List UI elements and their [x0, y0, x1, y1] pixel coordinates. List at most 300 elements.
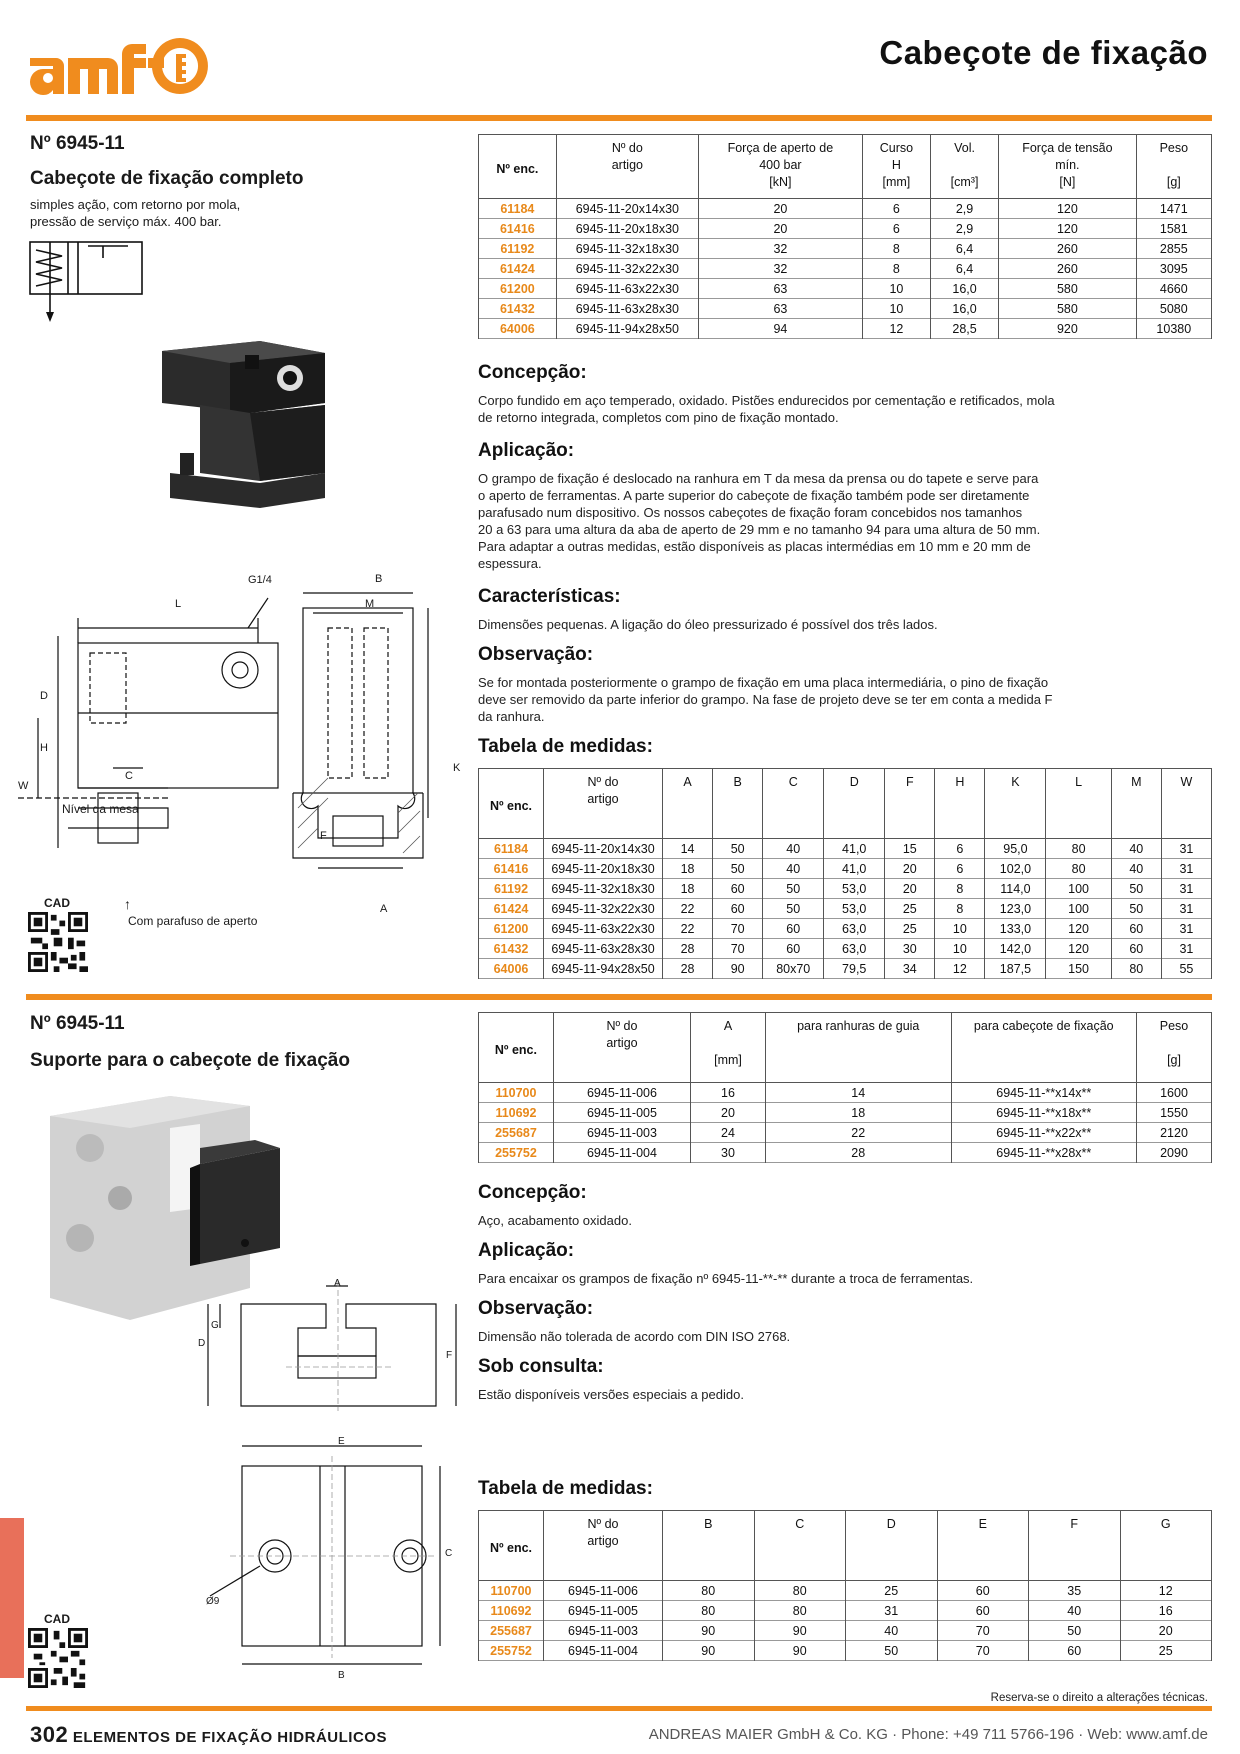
- medidas-heading-2: Tabela de medidas:: [478, 1478, 653, 1499]
- table-cell: 60: [763, 919, 824, 939]
- aplicacao-text-1b: o aperto de ferramentas. A parte superior do cabeçote de fixação também pode ser diretamente: [478, 488, 1030, 503]
- order-code-cell[interactable]: 110692: [479, 1103, 554, 1123]
- table-row: [479, 259, 1212, 279]
- label-k: K: [453, 762, 461, 774]
- table-cell: 20: [699, 219, 863, 239]
- table-cell: 32: [699, 239, 863, 259]
- table-cell: 580: [999, 299, 1137, 319]
- concepcao-text-1a: Corpo fundido em aço temperado, oxidado. Pistões endurecidos por cementação e retificados, mola: [478, 393, 1055, 408]
- order-code-cell[interactable]: 61424: [479, 259, 557, 279]
- table-cell: 40: [1111, 859, 1161, 879]
- table-row: [479, 1103, 1212, 1123]
- section2-title: Suporte para o cabeçote de fixação: [30, 1050, 350, 1071]
- table-cell: 80: [663, 1581, 755, 1601]
- table-cell: 30: [691, 1143, 766, 1163]
- table-cell: 31: [1161, 919, 1211, 939]
- th2-w: W: [1161, 769, 1211, 839]
- table-cell: 16,0: [930, 299, 998, 319]
- table-cell: 100: [1046, 899, 1111, 919]
- table-cell: 53,0: [824, 899, 885, 919]
- table-cell: 3095: [1136, 259, 1211, 279]
- table-cell: 60: [1111, 939, 1161, 959]
- table-row: [479, 239, 1212, 259]
- order-code-cell[interactable]: 61416: [479, 859, 544, 879]
- hydraulic-symbol: [28, 238, 148, 326]
- th4-artigo: Nº do artigo: [544, 1511, 663, 1581]
- label-s2-a: A: [334, 1278, 341, 1289]
- table-cell: 31: [846, 1601, 938, 1621]
- table-cell: 94: [699, 319, 863, 339]
- table-cell: 80: [754, 1581, 846, 1601]
- order-code-cell[interactable]: 64006: [479, 959, 544, 979]
- observacao-heading-2: Observação:: [478, 1298, 594, 1319]
- th4-enc: Nº enc.: [479, 1511, 544, 1581]
- table-cell: 28,5: [930, 319, 998, 339]
- table-cell: 63: [699, 279, 863, 299]
- order-code-cell[interactable]: 61184: [479, 199, 557, 219]
- order-code-cell[interactable]: 61424: [479, 899, 544, 919]
- th4-g: G: [1120, 1511, 1212, 1581]
- table-cell: 30: [885, 939, 935, 959]
- support-front-drawing: [176, 1266, 476, 1416]
- table-cell: 2855: [1136, 239, 1211, 259]
- section2-product-table: [478, 1012, 1212, 1163]
- table-row: [479, 959, 1212, 979]
- order-code-cell[interactable]: 61432: [479, 939, 544, 959]
- table-cell: 16: [691, 1083, 766, 1103]
- table-cell: 90: [713, 959, 763, 979]
- order-code-cell[interactable]: 110700: [479, 1581, 544, 1601]
- table-cell: 80: [754, 1601, 846, 1621]
- chapter-tab: [0, 1518, 24, 1678]
- th3-peso: Peso [g]: [1137, 1013, 1212, 1083]
- table-cell: 6945-11-006: [544, 1581, 663, 1601]
- observacao-text-1c: da ranhura.: [478, 709, 545, 724]
- aplicacao-heading-1: Aplicação:: [478, 440, 575, 461]
- table-cell: 40: [1111, 839, 1161, 859]
- table-cell: 60: [1111, 919, 1161, 939]
- page-title: Cabeçote de fixação: [879, 34, 1208, 71]
- table-cell: 95,0: [985, 839, 1046, 859]
- label-s2-e: E: [338, 1436, 345, 1447]
- table-cell: 63: [699, 299, 863, 319]
- th2-enc: Nº enc.: [479, 769, 544, 839]
- th-vol: Vol. [cm³]: [930, 135, 998, 199]
- th-peso: Peso [g]: [1136, 135, 1211, 199]
- concepcao-heading-1: Concepção:: [478, 362, 587, 383]
- table-cell: 920: [999, 319, 1137, 339]
- cad-label-2: CAD: [44, 1612, 70, 1626]
- table-cell: 6945-11-**x28x**: [951, 1143, 1137, 1163]
- order-code-cell[interactable]: 61432: [479, 299, 557, 319]
- th4-b: B: [663, 1511, 755, 1581]
- arrow-up-icon: ↑: [124, 896, 131, 912]
- observacao-text-2: Dimensão não tolerada de acordo com DIN ISO 2768.: [478, 1329, 791, 1344]
- table-cell: 60: [937, 1581, 1029, 1601]
- aplicacao-heading-2: Aplicação:: [478, 1240, 575, 1261]
- label-f: F: [320, 830, 327, 842]
- table-cell: 6945-11-003: [544, 1621, 663, 1641]
- table-cell: 187,5: [985, 959, 1046, 979]
- th4-f: F: [1029, 1511, 1121, 1581]
- order-code-cell[interactable]: 61192: [479, 239, 557, 259]
- consulta-text: Estão disponíveis versões especiais a pedido.: [478, 1387, 744, 1402]
- th3-a: A [mm]: [691, 1013, 766, 1083]
- footer-left: [30, 1722, 387, 1748]
- table-cell: 15: [885, 839, 935, 859]
- table-cell: 24: [691, 1123, 766, 1143]
- table-cell: 6,4: [930, 239, 998, 259]
- th2-d: D: [824, 769, 885, 839]
- th3-ranhuras: para ranhuras de guia: [765, 1013, 951, 1083]
- table-cell: 12: [935, 959, 985, 979]
- table-cell: 63,0: [824, 939, 885, 959]
- table-row: [479, 1581, 1212, 1601]
- order-code-cell[interactable]: 61192: [479, 879, 544, 899]
- table-cell: 16,0: [930, 279, 998, 299]
- table-cell: 2090: [1137, 1143, 1212, 1163]
- table-cell: 70: [713, 939, 763, 959]
- label-h: H: [40, 742, 48, 754]
- label-s2-f: F: [446, 1350, 453, 1361]
- table-row: [479, 1143, 1212, 1163]
- th4-d: D: [846, 1511, 938, 1581]
- table-cell: 79,5: [824, 959, 885, 979]
- th2-k: K: [985, 769, 1046, 839]
- table-cell: 114,0: [985, 879, 1046, 899]
- table-row: [479, 1083, 1212, 1103]
- section1-number: Nº 6945-11: [30, 133, 125, 154]
- label-s2-b: B: [338, 1670, 345, 1681]
- caracteristicas-heading: Características:: [478, 586, 621, 607]
- table-cell: 16: [1120, 1601, 1212, 1621]
- table-cell: 20: [691, 1103, 766, 1123]
- table-cell: 150: [1046, 959, 1111, 979]
- table-cell: 22: [663, 919, 713, 939]
- table-cell: 80: [1046, 859, 1111, 879]
- table-cell: 31: [1161, 839, 1211, 859]
- clamping-head-drawing: [18, 568, 464, 886]
- label-c: C: [125, 770, 133, 782]
- th2-b: B: [713, 769, 763, 839]
- table-row: [479, 1123, 1212, 1143]
- aplicacao-text-1c: parafusado num dispositivo. Os nossos cabeçotes de fixação foram concebidos nos tamanhos: [478, 505, 1023, 520]
- table-cell: 6945-11-94x28x50: [544, 959, 663, 979]
- table-cell: 60: [763, 939, 824, 959]
- table-cell: 142,0: [985, 939, 1046, 959]
- table-cell: 60: [713, 879, 763, 899]
- table-cell: 41,0: [824, 859, 885, 879]
- order-code-cell[interactable]: 110692: [479, 1601, 544, 1621]
- table-cell: 90: [663, 1621, 755, 1641]
- support-top-drawing: [200, 1436, 460, 1670]
- table-cell: 6945-11-32x22x30: [544, 899, 663, 919]
- th3-cabecote: para cabeçote de fixação: [951, 1013, 1137, 1083]
- order-code-cell[interactable]: 61200: [479, 919, 544, 939]
- table-cell: 53,0: [824, 879, 885, 899]
- label-b: B: [375, 573, 383, 585]
- reserve-note: Reserva-se o direito a alterações técnicas.: [990, 1692, 1208, 1704]
- table-row: [479, 199, 1212, 219]
- label-m: M: [365, 598, 375, 610]
- footer-divider: [26, 1706, 1212, 1711]
- section-divider: [26, 994, 1212, 1000]
- table-cell: 6945-11-32x18x30: [556, 239, 698, 259]
- cad-label-1: CAD: [44, 896, 70, 910]
- label-s2-d: D: [198, 1338, 206, 1349]
- section1-product-table: [478, 134, 1212, 339]
- table-cell: 260: [999, 239, 1137, 259]
- table-cell: 6945-11-63x28x30: [544, 939, 663, 959]
- table-cell: 8: [862, 259, 930, 279]
- table-cell: 28: [765, 1143, 951, 1163]
- label-parafuso: Com parafuso de aperto: [128, 914, 258, 928]
- table-row: [479, 1621, 1212, 1641]
- table-row: [479, 319, 1212, 339]
- label-s2-phi9: Ø9: [206, 1596, 220, 1607]
- th4-c: C: [754, 1511, 846, 1581]
- table-row: [479, 1641, 1212, 1661]
- th3-artigo: Nº do artigo: [553, 1013, 690, 1083]
- table-cell: 6945-11-32x22x30: [556, 259, 698, 279]
- table-cell: 25: [885, 919, 935, 939]
- table-cell: 20: [885, 879, 935, 899]
- table-cell: 90: [754, 1641, 846, 1661]
- table-cell: 80: [1111, 959, 1161, 979]
- observacao-text-1a: Se for montada posteriormente o grampo de fixação em uma placa intermediária, o pino de fixação: [478, 675, 1049, 690]
- table-cell: 28: [663, 939, 713, 959]
- label-g14: G1/4: [248, 574, 272, 586]
- table-cell: 20: [699, 199, 863, 219]
- table-row: [479, 939, 1212, 959]
- table-cell: 6945-11-**x18x**: [951, 1103, 1137, 1123]
- table-cell: 50: [763, 899, 824, 919]
- table-row: [479, 899, 1212, 919]
- footer-company: ANDREAS MAIER GmbH & Co. KG · Phone: +49 711 5766-196 · Web: www.amf.de: [648, 1726, 1208, 1743]
- th2-artigo: Nº do artigo: [544, 769, 663, 839]
- table-cell: 6: [935, 859, 985, 879]
- table-row: [479, 839, 1212, 859]
- order-code-cell[interactable]: 255687: [479, 1123, 554, 1143]
- caracteristicas-text: Dimensões pequenas. A ligação do óleo pressurizado é possível dos três lados.: [478, 617, 938, 632]
- header-divider: [26, 115, 1212, 121]
- table-cell: 18: [663, 859, 713, 879]
- table-cell: 40: [846, 1621, 938, 1641]
- table-cell: 12: [1120, 1581, 1212, 1601]
- table-row: [479, 859, 1212, 879]
- table-cell: 40: [1029, 1601, 1121, 1621]
- table-cell: 55: [1161, 959, 1211, 979]
- table-cell: 6945-11-003: [553, 1123, 690, 1143]
- table-cell: 120: [999, 219, 1137, 239]
- page-number: 302: [30, 1722, 69, 1747]
- th2-f: F: [885, 769, 935, 839]
- order-code-cell[interactable]: 64006: [479, 319, 557, 339]
- table-cell: 50: [1029, 1621, 1121, 1641]
- th-enc: Nº enc.: [479, 135, 557, 199]
- clamping-head-photo: [150, 333, 340, 533]
- th-curso: Curso H [mm]: [862, 135, 930, 199]
- th2-l: L: [1046, 769, 1111, 839]
- table-cell: 31: [1161, 879, 1211, 899]
- table-cell: 70: [713, 919, 763, 939]
- table-cell: 6945-11-005: [544, 1601, 663, 1621]
- table-cell: 18: [663, 879, 713, 899]
- table-cell: 10: [862, 279, 930, 299]
- consulta-heading: Sob consulta:: [478, 1356, 604, 1377]
- table-cell: 60: [1029, 1641, 1121, 1661]
- table-cell: 12: [862, 319, 930, 339]
- table-cell: 6945-11-004: [553, 1143, 690, 1163]
- section1-subtitle-2: pressão de serviço máx. 400 bar.: [30, 214, 222, 229]
- label-nivel-mesa: Nível da mesa: [62, 802, 139, 816]
- table-cell: 20: [1120, 1621, 1212, 1641]
- concepcao-heading-2: Concepção:: [478, 1182, 587, 1203]
- table-cell: 6945-11-63x22x30: [544, 919, 663, 939]
- table-cell: 60: [937, 1601, 1029, 1621]
- table-cell: 25: [885, 899, 935, 919]
- table-cell: 6945-11-004: [544, 1641, 663, 1661]
- table-cell: 100: [1046, 879, 1111, 899]
- table-cell: 90: [754, 1621, 846, 1641]
- order-code-cell[interactable]: 255752: [479, 1641, 544, 1661]
- table-cell: 70: [937, 1621, 1029, 1641]
- label-s2-g: G: [211, 1320, 219, 1331]
- table-cell: 2,9: [930, 219, 998, 239]
- table-cell: 50: [1111, 899, 1161, 919]
- section1-title: Cabeçote de fixação completo: [30, 168, 304, 189]
- table-cell: 20: [885, 859, 935, 879]
- table-cell: 6: [935, 839, 985, 859]
- table-cell: 35: [1029, 1581, 1121, 1601]
- table-cell: 120: [999, 199, 1137, 219]
- observacao-text-1b: deve ser removido da parte inferior do grampo. Na fase de projeto deve se ter em conta a medida F: [478, 692, 1053, 707]
- th3-enc: Nº enc.: [479, 1013, 554, 1083]
- table-cell: 28: [663, 959, 713, 979]
- table-cell: 14: [663, 839, 713, 859]
- section2-number: Nº 6945-11: [30, 1013, 125, 1034]
- aplicacao-text-1e: Para adaptar a outras medidas, estão disponíveis as placas intermédias em 10 mm e 20 mm de: [478, 539, 1031, 554]
- table-cell: 10380: [1136, 319, 1211, 339]
- table-cell: 10: [935, 939, 985, 959]
- table-cell: 32: [699, 259, 863, 279]
- table-cell: 50: [1111, 879, 1161, 899]
- table-cell: 6: [862, 199, 930, 219]
- order-code-cell[interactable]: 61200: [479, 279, 557, 299]
- medidas-heading-1: Tabela de medidas:: [478, 736, 653, 757]
- table-cell: 102,0: [985, 859, 1046, 879]
- th2-c: C: [763, 769, 824, 839]
- order-code-cell[interactable]: 255687: [479, 1621, 544, 1641]
- table-cell: 2,9: [930, 199, 998, 219]
- table-cell: 120: [1046, 939, 1111, 959]
- label-a: A: [380, 903, 388, 915]
- table-cell: 34: [885, 959, 935, 979]
- table-row: [479, 279, 1212, 299]
- section-name: ELEMENTOS DE FIXAÇÃO HIDRÁULICOS: [72, 1729, 387, 1746]
- table-cell: 50: [713, 859, 763, 879]
- aplicacao-text-1a: O grampo de fixação é deslocado na ranhura em T da mesa da prensa ou do tapete e serve para: [478, 471, 1039, 486]
- table-row: [479, 1601, 1212, 1621]
- table-row: [479, 879, 1212, 899]
- order-code-cell[interactable]: 255752: [479, 1143, 554, 1163]
- table-cell: 10: [862, 299, 930, 319]
- observacao-heading-1: Observação:: [478, 644, 594, 665]
- label-w: W: [18, 780, 29, 792]
- table-cell: 50: [713, 839, 763, 859]
- table-cell: 10: [935, 919, 985, 939]
- table-cell: 80x70: [763, 959, 824, 979]
- table-cell: 63,0: [824, 919, 885, 939]
- table-cell: 25: [1120, 1641, 1212, 1661]
- table-cell: 6945-11-**x14x**: [951, 1083, 1137, 1103]
- table-cell: 133,0: [985, 919, 1046, 939]
- label-d: D: [40, 690, 48, 702]
- table-cell: 31: [1161, 939, 1211, 959]
- table-cell: 6945-11-006: [553, 1083, 690, 1103]
- th2-a: A: [663, 769, 713, 839]
- table-cell: 123,0: [985, 899, 1046, 919]
- amf-logo: [28, 36, 218, 96]
- concepcao-text-1b: de retorno integrada, completos com pino de fixação montado.: [478, 410, 839, 425]
- th2-m: M: [1111, 769, 1161, 839]
- table-cell: 6945-11-32x18x30: [544, 879, 663, 899]
- aplicacao-text-2: Para encaixar os grampos de fixação nº 6945-11-**-** durante a troca de ferramentas.: [478, 1271, 974, 1286]
- table-cell: 6945-11-20x18x30: [556, 219, 698, 239]
- table-cell: 50: [763, 879, 824, 899]
- label-s2-c: C: [445, 1548, 453, 1559]
- table-cell: 50: [846, 1641, 938, 1661]
- th-forca: Força de aperto de 400 bar [kN]: [699, 135, 863, 199]
- table-cell: 4660: [1136, 279, 1211, 299]
- table-cell: 25: [846, 1581, 938, 1601]
- table-cell: 6,4: [930, 259, 998, 279]
- cad-qr-code-icon[interactable]: [28, 912, 88, 972]
- table-cell: 41,0: [824, 839, 885, 859]
- order-code-cell[interactable]: 61416: [479, 219, 557, 239]
- table-cell: 8: [935, 899, 985, 919]
- table-cell: 6945-11-20x14x30: [556, 199, 698, 219]
- table-cell: 2120: [1137, 1123, 1212, 1143]
- th-artigo: Nº do artigo: [556, 135, 698, 199]
- table-cell: 40: [763, 859, 824, 879]
- table-cell: 5080: [1136, 299, 1211, 319]
- table-cell: 6945-11-20x18x30: [544, 859, 663, 879]
- order-code-cell[interactable]: 110700: [479, 1083, 554, 1103]
- table-cell: 6945-11-**x22x**: [951, 1123, 1137, 1143]
- table-cell: 60: [713, 899, 763, 919]
- label-l: L: [175, 598, 182, 610]
- table-cell: 40: [763, 839, 824, 859]
- table-cell: 1471: [1136, 199, 1211, 219]
- th4-e: E: [937, 1511, 1029, 1581]
- table-cell: 6945-11-20x14x30: [544, 839, 663, 859]
- th2-h: H: [935, 769, 985, 839]
- table-cell: 80: [1046, 839, 1111, 859]
- table-cell: 1581: [1136, 219, 1211, 239]
- table-cell: 80: [663, 1601, 755, 1621]
- table-cell: 1600: [1137, 1083, 1212, 1103]
- table-cell: 8: [935, 879, 985, 899]
- cad-qr-code-icon[interactable]: [28, 1628, 88, 1688]
- table-row: [479, 919, 1212, 939]
- table-cell: 580: [999, 279, 1137, 299]
- table-cell: 90: [663, 1641, 755, 1661]
- table-cell: 6: [862, 219, 930, 239]
- section1-dimensions-table: [478, 768, 1212, 979]
- table-row: [479, 219, 1212, 239]
- order-code-cell[interactable]: 61184: [479, 839, 544, 859]
